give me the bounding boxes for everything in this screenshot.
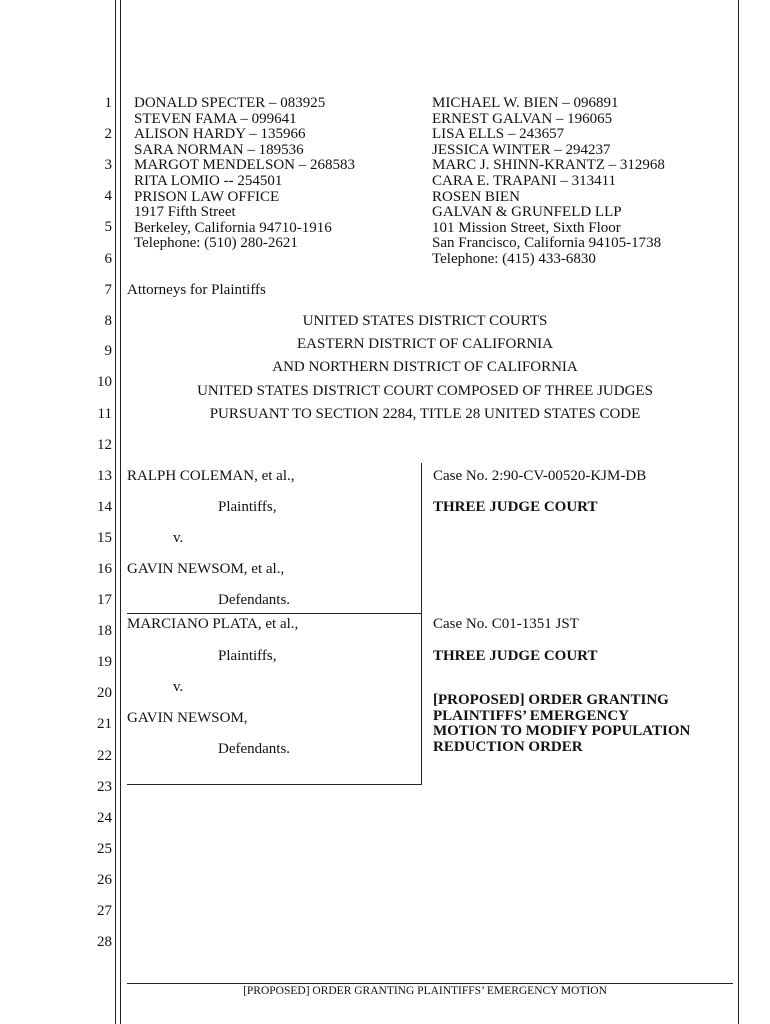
counsel-line: CARA E. TRAPANI – 313411 xyxy=(432,172,617,189)
line-number: 17 xyxy=(97,592,112,608)
line-number: 1 xyxy=(104,95,112,111)
case-number: Case No. 2:90-CV-00520-KJM-DB xyxy=(433,468,647,484)
line-number: 24 xyxy=(97,810,112,826)
counsel-line: RITA LOMIO -- 254501 xyxy=(134,172,283,189)
counsel-line: San Francisco, California 94105-1738 xyxy=(432,235,662,252)
line-number: 18 xyxy=(97,623,112,639)
line-number: 13 xyxy=(97,468,112,484)
versus-label: v. xyxy=(173,679,184,695)
line-number: 11 xyxy=(97,406,112,422)
court-type: THREE JUDGE COURT xyxy=(433,648,598,664)
counsel-line: ERNEST GALVAN – 196065 xyxy=(432,110,613,127)
counsel-line: Telephone: (415) 433-6830 xyxy=(432,250,596,267)
defendant-name: GAVIN NEWSOM, xyxy=(127,710,248,726)
line-number: 14 xyxy=(97,499,112,515)
counsel-line: STEVEN FAMA – 099641 xyxy=(134,110,297,127)
line-number: 3 xyxy=(104,157,112,173)
counsel-line: MICHAEL W. BIEN – 096891 xyxy=(432,95,619,111)
counsel-line: ROSEN BIEN xyxy=(432,188,520,205)
line-number: 19 xyxy=(97,654,112,670)
plaintiffs-label: Plaintiffs, xyxy=(218,648,277,664)
document-title-line: [PROPOSED] ORDER GRANTING xyxy=(433,692,669,708)
counsel-line: DONALD SPECTER – 083925 xyxy=(134,95,326,111)
line-number: 21 xyxy=(97,716,112,732)
line-number: 27 xyxy=(97,903,112,919)
plaintiffs-label: Plaintiffs, xyxy=(218,499,277,515)
attorneys-for-plaintiffs: Attorneys for Plaintiffs xyxy=(127,282,266,298)
counsel-line: JESSICA WINTER – 294237 xyxy=(432,141,611,158)
margin-rule-right xyxy=(738,0,739,1024)
caption-divider-bottom xyxy=(127,784,422,785)
page-footer: [PROPOSED] ORDER GRANTING PLAINTIFFS’ EMERGENCY MOTION xyxy=(243,985,607,997)
plaintiff-name: RALPH COLEMAN, et al., xyxy=(127,468,295,484)
counsel-line: Berkeley, California 94710-1916 xyxy=(134,219,332,236)
counsel-line: Telephone: (510) 280-2621 xyxy=(134,235,298,252)
line-number: 26 xyxy=(97,872,112,888)
line-number: 10 xyxy=(97,374,112,390)
court-heading-line: EASTERN DISTRICT OF CALIFORNIA xyxy=(297,336,553,353)
defendant-name: GAVIN NEWSOM, et al., xyxy=(127,561,285,577)
counsel-line: MARC J. SHINN-KRANTZ – 312968 xyxy=(432,157,665,174)
counsel-line: 1917 Fifth Street xyxy=(134,204,236,221)
counsel-line: SARA NORMAN – 189536 xyxy=(134,141,304,158)
defendants-label: Defendants. xyxy=(218,741,291,757)
line-number: 16 xyxy=(97,561,112,577)
document-title-line: REDUCTION ORDER xyxy=(433,738,583,755)
versus-label: v. xyxy=(173,530,184,546)
court-heading-line: AND NORTHERN DISTRICT OF CALIFORNIA xyxy=(272,359,578,376)
line-number: 6 xyxy=(104,251,112,267)
court-heading-line: UNITED STATES DISTRICT COURTS xyxy=(302,313,548,329)
line-number: 23 xyxy=(97,779,112,795)
footer-rule xyxy=(127,983,733,984)
counsel-line: LISA ELLS – 243657 xyxy=(432,126,565,143)
margin-rule-left-inner xyxy=(120,0,121,1024)
document-title-line: MOTION TO MODIFY POPULATION xyxy=(433,723,691,739)
counsel-line: ALISON HARDY – 135966 xyxy=(134,126,306,143)
court-heading-line: UNITED STATES DISTRICT COURT COMPOSED OF THREE JUDGES xyxy=(197,382,653,399)
counsel-block-left xyxy=(134,96,355,252)
counsel-line: GALVAN & GRUNFELD LLP xyxy=(432,204,622,221)
plaintiff-name: MARCIANO PLATA, et al., xyxy=(127,616,299,632)
line-number: 2 xyxy=(104,126,112,142)
line-number: 5 xyxy=(104,219,112,235)
line-number: 8 xyxy=(104,313,112,329)
line-number: 20 xyxy=(97,685,112,701)
line-number: 4 xyxy=(104,188,112,204)
line-number: 9 xyxy=(104,343,112,359)
counsel-line: 101 Mission Street, Sixth Floor xyxy=(432,219,621,236)
court-heading xyxy=(125,310,725,426)
case-number: Case No. C01-1351 JST xyxy=(433,616,579,632)
margin-rule-left-outer xyxy=(115,0,116,1024)
counsel-line: PRISON LAW OFFICE xyxy=(134,188,280,205)
line-number: 28 xyxy=(97,934,112,950)
line-number: 22 xyxy=(97,748,112,764)
document-title xyxy=(433,693,690,755)
line-number: 12 xyxy=(97,437,112,453)
defendants-label: Defendants. xyxy=(218,592,291,608)
counsel-block-right xyxy=(432,96,665,268)
caption-divider-middle xyxy=(127,613,422,614)
document-title-line: PLAINTIFFS’ EMERGENCY xyxy=(433,707,629,724)
line-number: 7 xyxy=(104,282,112,298)
counsel-line: MARGOT MENDELSON – 268583 xyxy=(134,157,355,174)
caption-divider-vertical xyxy=(421,463,422,785)
court-heading-line: PURSUANT TO SECTION 2284, TITLE 28 UNITED STATES CODE xyxy=(209,405,641,422)
court-type: THREE JUDGE COURT xyxy=(433,499,598,515)
line-number: 25 xyxy=(97,841,112,857)
line-number: 15 xyxy=(97,530,112,546)
